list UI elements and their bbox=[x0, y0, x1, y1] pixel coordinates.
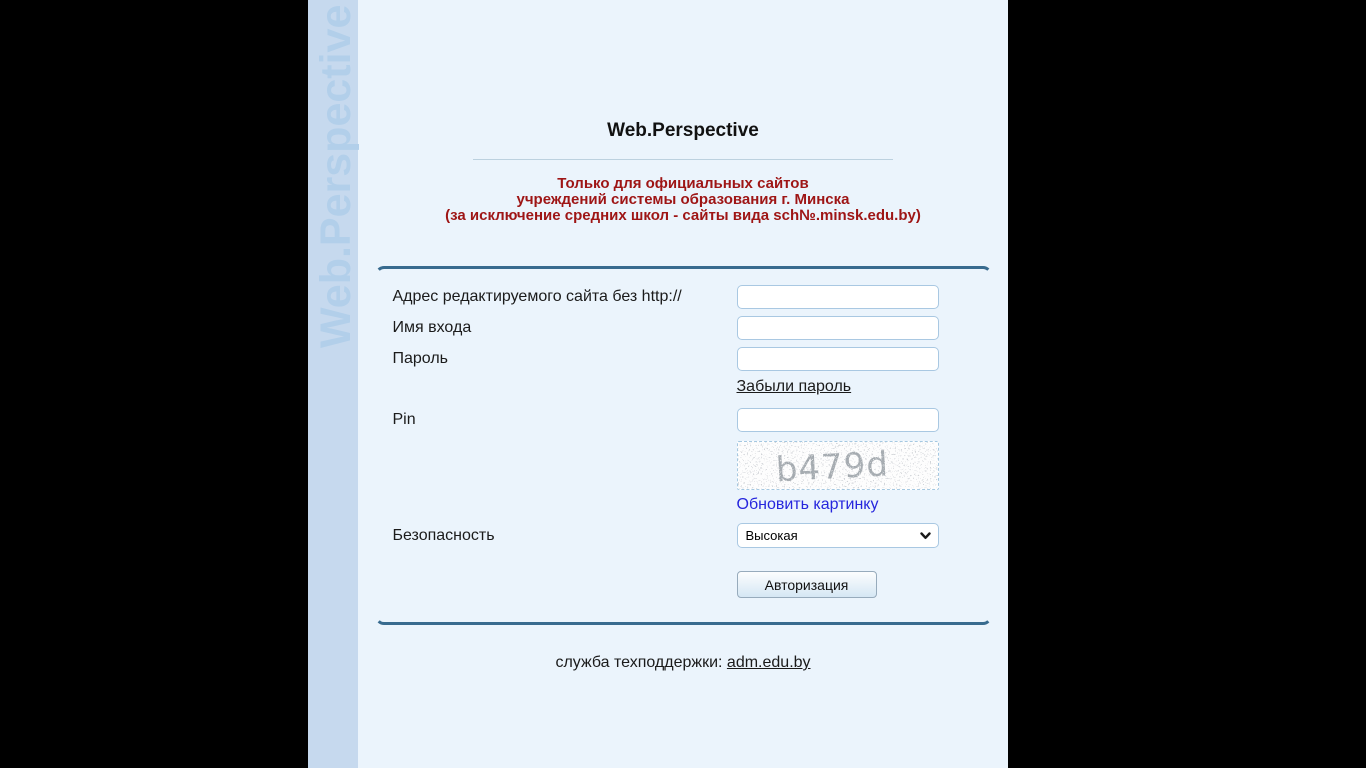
captcha-image bbox=[737, 441, 939, 490]
support-footer bbox=[358, 654, 1008, 672]
refresh-captcha-link[interactable]: Обновить картинку bbox=[736, 496, 879, 513]
form-row-password bbox=[393, 347, 939, 371]
page bbox=[308, 0, 1008, 768]
authorize-button[interactable]: Авторизация bbox=[737, 571, 877, 598]
notice-block bbox=[358, 176, 1008, 224]
form-row-captcha bbox=[393, 441, 939, 490]
form-row-forgot bbox=[393, 378, 939, 396]
login-label: Имя входа bbox=[392, 319, 472, 336]
form-row-security bbox=[393, 523, 939, 548]
form-row-pin bbox=[393, 408, 939, 432]
form-row-submit bbox=[393, 571, 939, 598]
login-form bbox=[375, 266, 992, 625]
password-label: Пароль bbox=[392, 350, 449, 367]
support-text: служба техподдержки: bbox=[555, 654, 723, 671]
support-link[interactable]: adm.edu.by bbox=[726, 654, 811, 671]
main-area bbox=[358, 0, 1008, 768]
security-label: Безопасность bbox=[392, 526, 495, 544]
notice-line: учреждений системы образования г. Минска bbox=[516, 191, 850, 208]
form-row-login bbox=[393, 316, 939, 340]
page-title: Web.Perspective bbox=[607, 120, 759, 141]
forgot-password-link[interactable]: Забыли пароль bbox=[736, 378, 852, 395]
security-select[interactable] bbox=[737, 523, 939, 548]
form-row-site-address bbox=[393, 285, 939, 309]
form-row-refresh bbox=[393, 496, 939, 514]
site-address-label: Адрес редактируемого сайта без http:// bbox=[392, 288, 682, 305]
brand-strip bbox=[308, 0, 358, 768]
vertical-brand-text: Web.Perspective bbox=[312, 4, 360, 348]
notice-line: Только для официальных сайтов bbox=[557, 175, 809, 192]
title-divider bbox=[473, 159, 893, 160]
pin-label: Pin bbox=[392, 411, 416, 428]
pin-input[interactable] bbox=[737, 408, 939, 432]
password-input[interactable] bbox=[737, 347, 939, 371]
site-address-input[interactable] bbox=[737, 285, 939, 309]
login-input[interactable] bbox=[737, 316, 939, 340]
notice-line: (за исключение средних школ - сайты вида sch№.minsk.edu.by) bbox=[445, 207, 921, 224]
